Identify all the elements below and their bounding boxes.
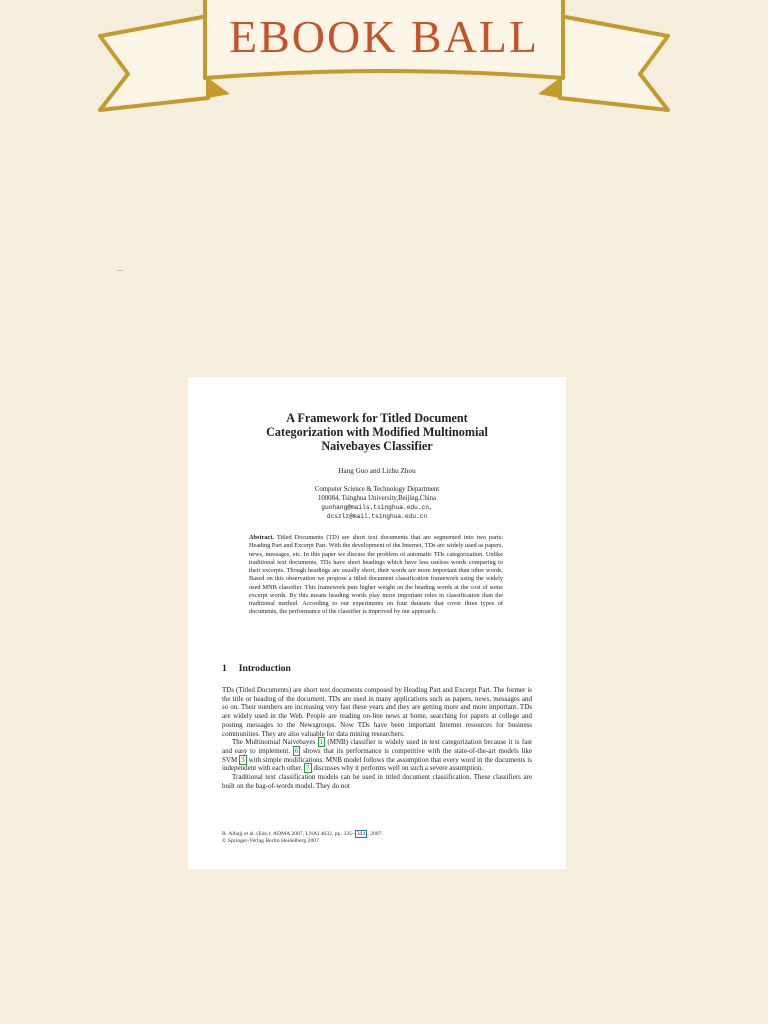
copyright-line: © Springer-Verlag Berlin Heidelberg 2007 xyxy=(222,838,319,844)
abstract-text: Titled Documents (TD) are short text documents that are segmented into two parts: Heading Part and Excerpt Part. With the development of the Internet, TDs are widely used as papers, news, messages, etc. In this paper we discuss the problem of automatic TDs categorization. Unlike traditional text documents, TDs have short headings which have less useless words comparing to their excerpts. Though headings are usually short, their words are more important than other words. Based on this observation we propose a titled document classification framework using the widely used MNB classifier. This framework puts higher weight on the heading words at the cost of some excerpt words. By this means heading words play more important roles in classification than the traditional method. According to our experiments on four datasets that cover three types of documents, the performance of the classifier is improved by our approach. xyxy=(249,534,503,616)
stray-mark xyxy=(117,270,123,271)
paragraph: The Multinomial Naivebayes 1 (MNB) classifier is widely used in text categorization because it is fast and easy to implement. 6 shows that its performance is competitive with the state-of-the-art models like SVM 3 with simple modifications. MNB model follows the assumption that every word in the documents is independent with each other. 7 discusses why it performs well on such a severe assumption. xyxy=(222,738,532,773)
email-1: guohang@mails.tsinghua.edu.cn, xyxy=(321,504,433,511)
brand-banner xyxy=(0,0,768,130)
citation-line: R. Alhajj et al. (Eds.): ADMA 2007, LNAI 4632, pp. 335– 344 , 2007. xyxy=(222,831,383,837)
citation-link[interactable]: 6 xyxy=(294,746,299,755)
paper-footer xyxy=(222,831,532,845)
citation-link[interactable]: 1 xyxy=(319,738,324,747)
citation-link[interactable]: 3 xyxy=(241,755,245,764)
paragraph: Traditional text classification models can be used in titled document classification. These classifiers are built on the bag-of-words model. They do not xyxy=(222,773,532,790)
brand-logo-text: EBOOK BALL xyxy=(228,11,540,62)
page-link[interactable]: 344 xyxy=(356,831,366,837)
paper-title: A Framework for Titled Document Categorization with Modified Multinomial Naivebayes Classifier xyxy=(266,411,488,453)
document-page xyxy=(188,377,566,869)
section-number: 1 xyxy=(222,663,227,674)
section-title: Introduction xyxy=(238,663,291,674)
citation-link[interactable]: 7 xyxy=(306,764,310,773)
abstract-label: Abstract. xyxy=(249,534,275,541)
paper-affiliation: Computer Science & Technology Department 100084, Tsinghua University,Beijing,China guohang@mails.tsinghua.edu.cn, dcszlz@mail.tsinghua.edu.cn xyxy=(188,485,566,521)
paper-authors: Hang Guo and Lizhu Zhou xyxy=(338,467,416,475)
paragraph: TDs (Titled Documents) are short text documents composed by Heading Part and Excerpt Part. The former is the title or heading of the document. TDs are used in many applications such as papers, news, messages and so on. Their numbers are increasing very fast these years and they are getting more and more important. TDs are widely used in the Web. People are reading on-line news at home, searching for papers at college and posting messages to the Newsgroups. Now TDs have been important Internet resources for business communities. They are also valuable for data mining researchers. xyxy=(222,686,532,738)
paper-abstract xyxy=(249,534,503,617)
paper-body xyxy=(222,686,532,790)
section-heading xyxy=(222,663,291,674)
email-2: dcszlz@mail.tsinghua.edu.cn xyxy=(326,513,428,520)
